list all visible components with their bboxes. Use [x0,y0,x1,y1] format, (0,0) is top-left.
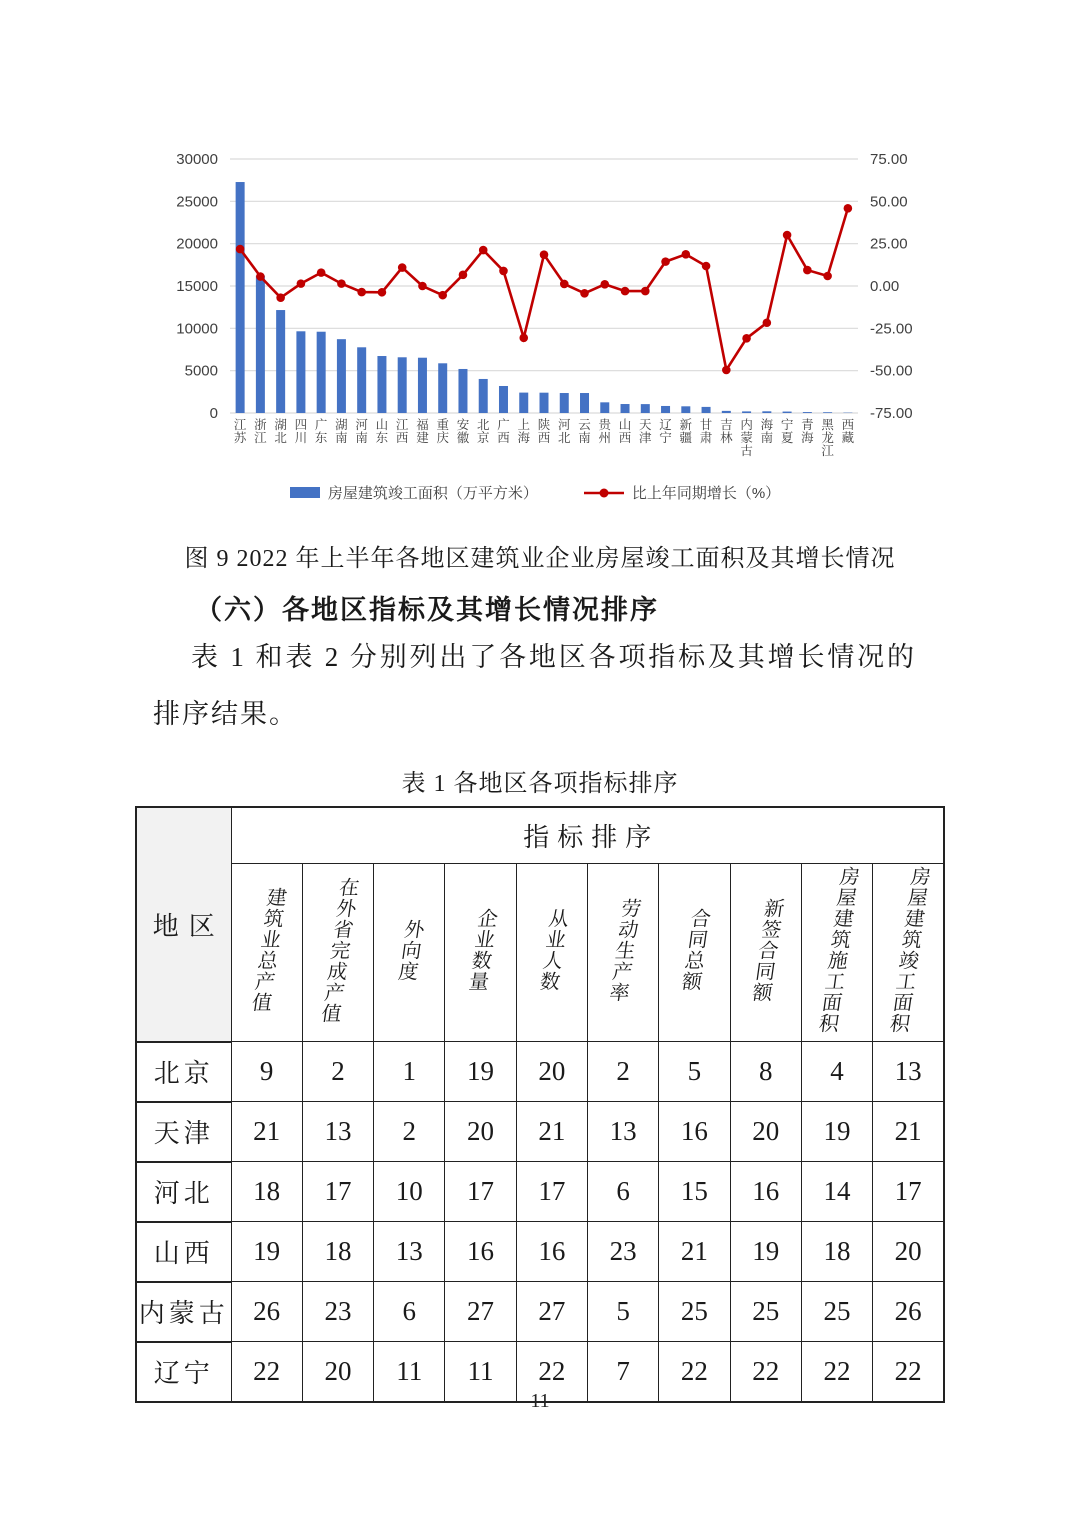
table-row [136,1282,944,1342]
line-marker [763,318,772,327]
x-axis-label: 宁夏 [780,418,794,445]
column-header: 新签合同额 [730,864,801,1042]
rank-cell: 8 [730,1042,801,1102]
line-marker [519,334,528,343]
x-axis-label: 河南 [355,418,368,445]
x-axis-label: 青海 [801,418,814,445]
x-axis-label: 重庆 [436,418,449,445]
left-axis-tick: 0 [209,405,218,422]
line-marker [297,279,306,288]
rank-cell: 21 [516,1102,587,1162]
bar [276,310,285,413]
rank-cell: 26 [231,1282,302,1342]
rank-cell: 15 [659,1162,730,1222]
legend-line-label: 比上年同期增长（%） [631,485,781,502]
x-axis-label: 辽宁 [659,418,672,445]
rank-cell: 22 [516,1342,587,1402]
table-row [136,1222,944,1282]
x-axis-label: 四川 [294,418,308,445]
region-name: 北京 [136,1042,231,1102]
bar [236,182,245,413]
right-axis-tick: 50.00 [870,193,908,211]
rank-cell: 13 [873,1042,944,1102]
x-axis-label: 天津 [639,418,652,445]
bar [479,379,488,413]
rank-cell: 22 [801,1342,872,1402]
bar [377,356,386,413]
rank-cell: 23 [587,1222,658,1282]
line-marker [600,280,609,289]
bar [337,339,346,413]
x-axis-label: 甘肃 [699,418,713,445]
body-paragraph: 表 1 和表 2 分别列出了各地区各项指标及其增长情况的排序结果。 [153,642,916,729]
right-axis-tick: -75.00 [870,405,913,422]
x-axis-label: 河北 [558,418,571,445]
table-row [136,1102,944,1162]
line-marker [621,287,630,296]
rank-cell: 6 [374,1282,445,1342]
rank-cell: 16 [516,1222,587,1282]
bar [580,393,589,413]
rank-cell: 19 [445,1042,516,1102]
bar [296,331,305,413]
rank-cell: 25 [659,1282,730,1342]
rank-cell: 5 [587,1282,658,1342]
line-marker [580,289,589,298]
legend-item-bar [290,482,538,503]
rank-cell: 27 [516,1282,587,1342]
bar [641,404,650,413]
rank-cell: 2 [374,1102,445,1162]
bar-series-swatch [290,487,320,498]
bar [762,411,771,413]
bar [661,406,670,413]
ranking-table [135,806,945,1403]
line-marker [823,272,832,281]
bar [560,393,569,413]
bar [398,357,407,413]
bar [519,393,528,413]
rank-cell: 11 [445,1342,516,1402]
table-row [136,1042,944,1102]
rank-cell: 13 [587,1102,658,1162]
left-axis-tick: 20000 [176,235,218,253]
rank-cell: 11 [374,1342,445,1402]
x-axis-label: 广西 [497,418,510,445]
rank-cell: 17 [873,1162,944,1222]
table-header-row-1 [136,807,944,864]
region-name: 辽宁 [136,1342,231,1402]
bar [621,404,630,413]
rank-cell: 2 [587,1042,658,1102]
rank-cell: 22 [873,1342,944,1402]
column-header: 外向度 [374,864,445,1042]
x-axis-label: 陕西 [537,418,551,445]
rank-cell: 10 [374,1162,445,1222]
line-marker [398,263,407,272]
rank-cell: 7 [587,1342,658,1402]
line-marker [560,280,569,289]
table-header-row-2 [136,864,944,1042]
line-marker [702,262,711,271]
bar [458,369,467,413]
line-marker [378,288,387,297]
rank-cell: 19 [801,1102,872,1162]
line-marker [844,204,853,213]
rank-cell: 19 [730,1222,801,1282]
region-name: 山西 [136,1222,231,1282]
x-axis-label: 湖南 [335,418,348,445]
table-title: 表 1 各地区各项指标排序 [401,771,679,797]
section-heading: （六）各地区指标及其增长情况排序 [195,595,659,625]
rank-cell: 18 [231,1162,302,1222]
rank-cell: 20 [445,1102,516,1162]
rank-cell: 1 [374,1042,445,1102]
left-axis-tick: 10000 [176,320,218,338]
rank-cell: 26 [873,1282,944,1342]
x-axis-label: 浙江 [254,418,267,445]
column-header: 企业数量 [445,864,516,1042]
line-marker [540,250,549,259]
x-axis-label: 西藏 [841,418,855,445]
rank-cell: 14 [801,1162,872,1222]
x-axis-label: 云南 [578,418,591,445]
rank-cell: 18 [801,1222,872,1282]
line-series-swatch [584,487,624,499]
rank-cell: 6 [587,1162,658,1222]
rank-cell: 23 [302,1282,373,1342]
column-header: 劳动生产率 [587,864,658,1042]
region-name: 河北 [136,1162,231,1222]
right-axis-tick: 0.00 [870,278,900,295]
rank-cell: 21 [659,1222,730,1282]
x-axis-label: 江苏 [233,418,247,445]
bar [702,407,711,413]
bar [600,402,609,413]
x-axis-label: 山东 [375,418,389,445]
line-marker [438,291,447,300]
left-axis-tick: 15000 [176,278,218,295]
rank-cell: 13 [374,1222,445,1282]
rank-cell: 22 [730,1342,801,1402]
line-marker [499,267,508,276]
line-marker [317,268,326,277]
rank-cell: 16 [445,1222,516,1282]
rank-cell: 17 [302,1162,373,1222]
rank-cell: 22 [231,1342,302,1402]
table-row [136,1162,944,1222]
column-header: 建筑业总产值 [231,864,302,1042]
rank-cell: 20 [730,1102,801,1162]
bar [823,412,832,413]
line-marker [783,231,792,240]
x-axis-label: 贵州 [598,418,612,445]
bar [681,406,690,413]
rank-cell: 13 [302,1102,373,1162]
rank-cell: 2 [302,1042,373,1102]
bar [803,412,812,413]
bar [540,393,549,413]
x-axis-label: 新疆 [679,418,693,445]
x-axis-label: 山西 [618,418,632,445]
bar-line-chart-canvas [140,140,930,473]
x-axis-label: 湖北 [274,418,287,445]
bar [722,411,731,413]
growth-line [240,208,848,370]
rank-cell: 9 [231,1042,302,1102]
x-axis-label: 海南 [760,418,774,445]
x-axis-label: 广东 [314,418,328,445]
x-axis-label: 安徽 [456,418,470,445]
x-axis-label: 内蒙古 [740,418,753,458]
line-marker [256,272,265,281]
rank-cell: 17 [516,1162,587,1222]
rank-cell: 20 [516,1042,587,1102]
rank-cell: 4 [801,1042,872,1102]
region-name: 内蒙古 [136,1282,231,1342]
page-number: 11 [530,1390,550,1412]
rank-cell: 17 [445,1162,516,1222]
rank-cell: 27 [445,1282,516,1342]
completion-area-chart [140,140,930,503]
line-marker [337,279,346,288]
rank-cell: 16 [730,1162,801,1222]
region-name: 天津 [136,1102,231,1162]
legend-item-line [584,482,780,503]
x-axis-label: 北京 [476,418,490,445]
line-marker [722,366,731,375]
left-axis-tick: 25000 [176,193,218,211]
x-axis-label: 上海 [517,418,530,445]
rank-cell: 16 [659,1102,730,1162]
right-axis-tick: -25.00 [870,320,913,338]
right-axis-tick: -50.00 [870,362,913,380]
line-marker [641,287,650,296]
line-marker [357,288,366,297]
rank-cell: 21 [873,1102,944,1162]
right-axis-tick: 75.00 [870,151,908,168]
column-header: 在外省完成产值 [302,864,373,1042]
rank-cell: 22 [659,1342,730,1402]
line-marker [418,282,427,291]
column-header: 房屋建筑竣工面积 [873,864,944,1042]
bar [438,363,447,413]
left-axis-tick: 5000 [184,362,218,380]
line-marker [276,293,285,302]
rank-cell: 18 [302,1222,373,1282]
line-marker [803,266,812,275]
rank-cell: 19 [231,1222,302,1282]
group-header-indicator-ranking: 指标排序 [231,807,944,864]
line-marker [682,250,691,259]
corner-header-region: 地区 [136,807,231,1042]
bar [256,276,265,413]
x-axis-label: 福建 [416,418,429,445]
line-marker [742,334,751,343]
legend-bar-label: 房屋建筑竣工面积（万平方米） [327,485,538,502]
x-axis-label: 黑龙江 [821,418,834,458]
bar [357,347,366,413]
column-header: 合同总额 [659,864,730,1042]
bar [499,386,508,413]
bar [317,332,326,413]
rank-cell: 20 [873,1222,944,1282]
rank-cell: 25 [730,1282,801,1342]
bar [783,412,792,413]
rank-cell: 25 [801,1282,872,1342]
column-header: 从业人数 [516,864,587,1042]
x-axis-label: 江西 [395,418,409,445]
line-marker [661,257,670,266]
figure-caption: 图 9 2022 年上半年各地区建筑业企业房屋竣工面积及其增长情况 [184,546,896,572]
rank-cell: 5 [659,1042,730,1102]
bar [742,411,751,413]
left-axis-tick: 30000 [176,151,218,168]
line-marker [459,271,468,280]
column-header: 房屋建筑施工面积 [801,864,872,1042]
x-axis-label: 吉林 [720,418,733,445]
bar [418,358,427,413]
rank-cell: 20 [302,1342,373,1402]
line-marker [479,246,488,255]
chart-legend [140,482,930,503]
rank-cell: 21 [231,1102,302,1162]
line-marker [236,245,245,254]
right-axis-tick: 25.00 [870,235,908,253]
